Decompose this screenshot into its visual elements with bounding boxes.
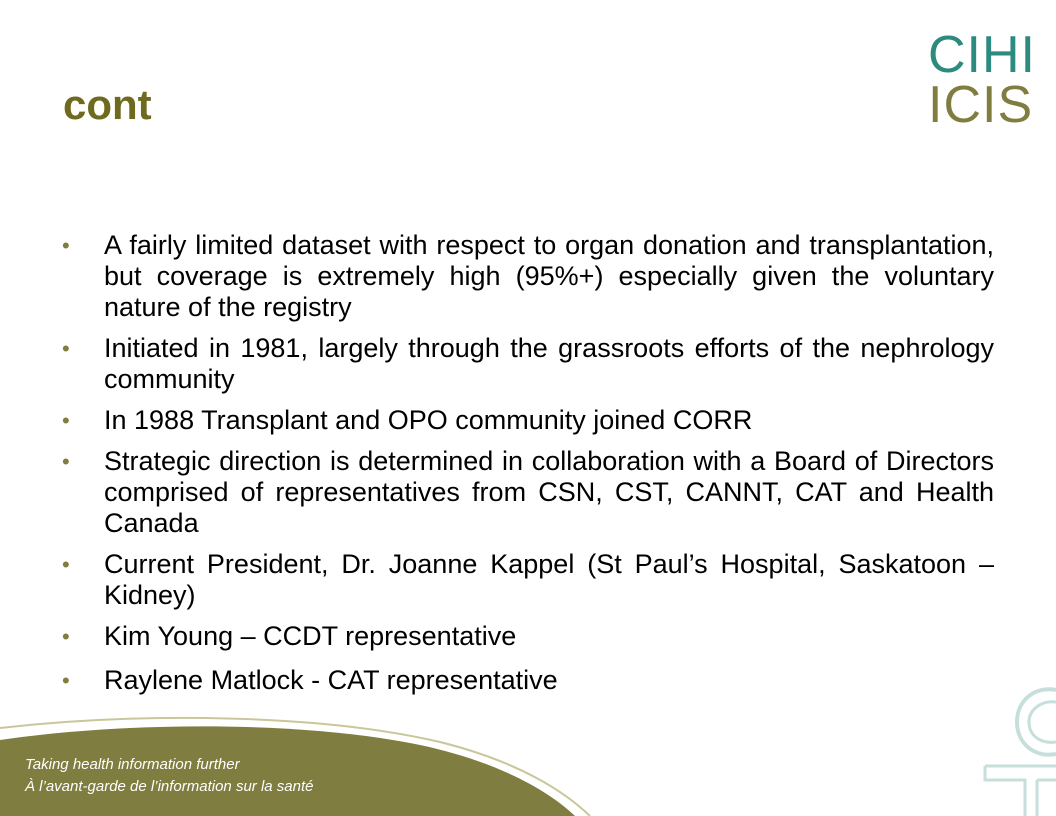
bullet-text: Kim Young – CCDT representative — [104, 621, 517, 651]
bullet-icon: • — [62, 449, 70, 474]
bullet-icon: • — [62, 233, 70, 258]
bullet-text: A fairly limited dataset with respect to organ donation and transplantation, but coverage is extremely high (95%+) especially given the voluntary nature of the registry — [104, 230, 994, 322]
bullet-item — [62, 446, 994, 539]
bullet-text: Raylene Matlock - CAT representative — [104, 665, 558, 695]
bullet-item — [62, 665, 994, 696]
bullet-icon: • — [62, 408, 70, 433]
bullet-text: Current President, Dr. Joanne Kappel (St Paul’s Hospital, Saskatoon – Kidney) — [104, 549, 994, 610]
bullet-item — [62, 549, 994, 611]
bullet-icon: • — [62, 624, 70, 649]
logo-line-cihi: CIHI — [928, 26, 1036, 84]
bullet-text: Strategic direction is determined in collaboration with a Board of Directors comprised of representatives from CSN, CST, CANNT, CAT and Health Canada — [104, 446, 994, 538]
logo-line-icis: ICIS — [928, 76, 1034, 134]
slide-title: cont — [63, 81, 152, 128]
cihi-symbol-icon — [965, 680, 1056, 816]
bullet-text: Initiated in 1981, largely through the grassroots efforts of the nephrology community — [104, 333, 994, 394]
bullet-list — [62, 230, 994, 706]
tagline-english: Taking health information further — [25, 756, 240, 773]
bullet-icon: • — [62, 336, 70, 361]
bullet-icon: • — [62, 668, 70, 693]
bullet-item — [62, 621, 994, 652]
bullet-text: In 1988 Transplant and OPO community joined CORR — [104, 405, 753, 435]
bullet-item — [62, 230, 994, 323]
bullet-item — [62, 405, 994, 436]
bullet-icon: • — [62, 552, 70, 577]
bullet-item — [62, 333, 994, 395]
tagline-french: À l’avant-garde de l’information sur la santé — [25, 778, 314, 795]
cihi-logo — [928, 26, 1036, 134]
